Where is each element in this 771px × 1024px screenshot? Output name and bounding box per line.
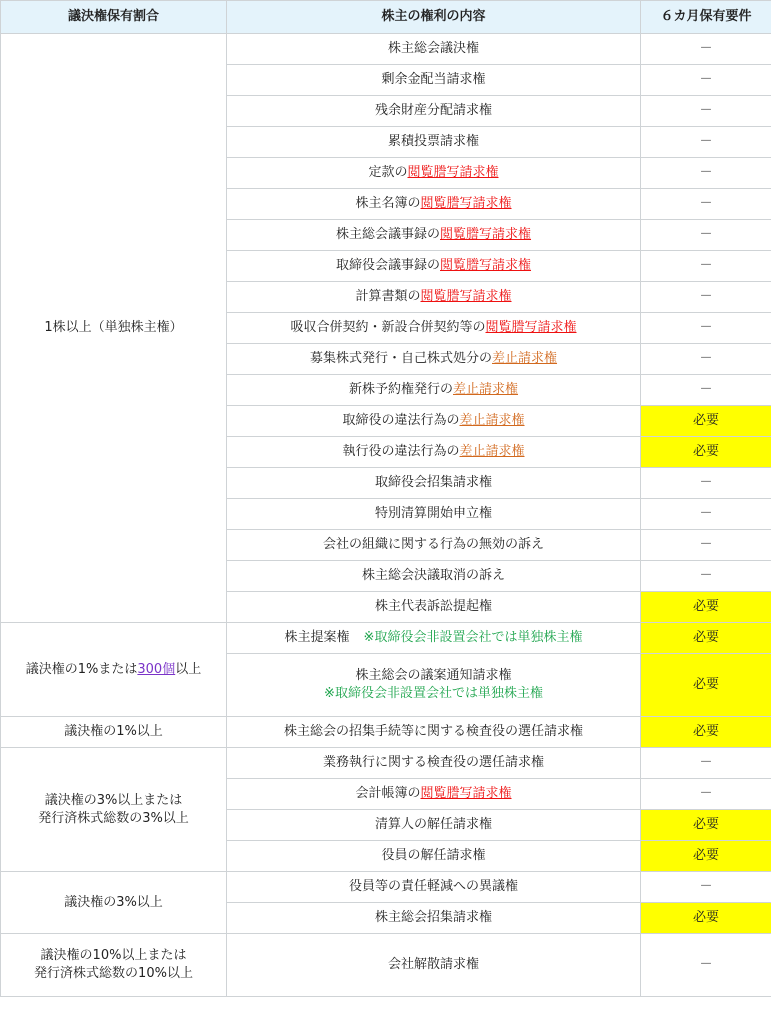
requirement-cell: － (641, 530, 771, 561)
right-content (227, 406, 641, 437)
table-row (1, 717, 771, 748)
right-content (227, 717, 641, 748)
table-row (1, 748, 771, 779)
ratio-text: 議決権の1%または (25, 661, 138, 677)
right-content (227, 468, 641, 499)
table-row (1, 623, 771, 654)
right-content (227, 903, 641, 934)
board-note: ※取締役会非設置会社では単独株主権 (324, 686, 543, 701)
requirement-cell-required: 必要 (641, 654, 771, 717)
requirement-cell: － (641, 251, 771, 282)
ratio-text: 議決権の3%以上または (44, 792, 183, 808)
requirement-cell: － (641, 96, 771, 127)
right-content (227, 748, 641, 779)
right-text: 会社解散請求権 (387, 957, 479, 972)
right-content (227, 841, 641, 872)
requirement-cell-required: 必要 (641, 437, 771, 468)
requirement-cell: － (641, 220, 771, 251)
inspection-right-link[interactable]: 閲覧謄写請求権 (407, 165, 499, 180)
right-text: 株主総会招集請求権 (374, 910, 492, 925)
right-content (227, 779, 641, 810)
right-content (227, 592, 641, 623)
requirement-cell-required: 必要 (641, 623, 771, 654)
ratio-text: 議決権の10%以上または (40, 948, 187, 963)
right-text: 株主総会議事録の (335, 227, 440, 242)
right-text: 新株予約権発行の (348, 382, 453, 397)
inspection-right-link[interactable]: 閲覧謄写請求権 (440, 258, 532, 273)
right-content (227, 872, 641, 903)
right-text: 取締役会議事録の (335, 258, 440, 273)
right-text: 業務執行に関する検査役の選任請求権 (322, 755, 544, 770)
right-content (227, 499, 641, 530)
requirement-cell-required: 必要 (641, 406, 771, 437)
right-content (227, 34, 641, 65)
ratio-single-share: 1株以上（単独株主権） (1, 34, 227, 623)
requirement-cell: － (641, 313, 771, 344)
requirement-cell-required: 必要 (641, 810, 771, 841)
requirement-cell: － (641, 499, 771, 530)
right-text: 会計帳簿の (355, 786, 421, 801)
right-text: 株主総会議決権 (387, 41, 479, 56)
requirement-cell: － (641, 127, 771, 158)
right-text: 役員等の責任軽減への異議権 (348, 879, 518, 894)
ratio-text: 発行済株式総数の10%以上 (34, 966, 193, 981)
right-text: 取締役の違法行為の (342, 413, 460, 428)
requirement-cell: － (641, 282, 771, 313)
inspection-right-link[interactable]: 閲覧謄写請求権 (420, 289, 512, 304)
requirement-cell: － (641, 872, 771, 903)
requirement-cell: － (641, 934, 771, 997)
right-content (227, 810, 641, 841)
inspection-right-link[interactable]: 閲覧謄写請求権 (485, 320, 577, 335)
inspection-right-link[interactable]: 閲覧謄写請求権 (420, 786, 512, 801)
requirement-cell: － (641, 561, 771, 592)
right-content (227, 623, 641, 654)
right-content (227, 561, 641, 592)
right-text: 株主総会の招集手続等に関する検査役の選任請求権 (283, 724, 583, 739)
ratio-3pct-or-issued (1, 748, 227, 872)
right-content (227, 375, 641, 406)
header-content: 株主の権利の内容 (227, 1, 641, 34)
injunction-right-link[interactable]: 差止請求権 (459, 444, 525, 459)
requirement-cell: － (641, 65, 771, 96)
right-text: 役員の解任請求権 (381, 848, 486, 863)
requirement-cell-required: 必要 (641, 717, 771, 748)
right-text: 株主総会の議案通知請求権 (355, 668, 512, 683)
requirement-cell: － (641, 468, 771, 499)
inspection-right-link[interactable]: 閲覧謄写請求権 (440, 227, 532, 242)
right-text: 残余財産分配請求権 (374, 103, 492, 118)
right-text: 清算人の解任請求権 (374, 817, 492, 832)
table-row (1, 934, 771, 997)
votes-300-link[interactable]: 300個 (137, 661, 176, 677)
right-text: 吸収合併契約・新設合併契約等の (290, 320, 486, 335)
right-text: 累積投票請求権 (387, 134, 479, 149)
ratio-10pct-or-issued (1, 934, 227, 997)
right-text: 株主代表訴訟提起権 (374, 599, 492, 614)
right-text: 取締役会招集請求権 (374, 475, 492, 490)
injunction-right-link[interactable]: 差止請求権 (459, 413, 525, 428)
requirement-cell: － (641, 748, 771, 779)
board-note: ※取締役会非設置会社では単独株主権 (363, 630, 583, 645)
right-content (227, 654, 641, 717)
right-text: 特別清算開始申立権 (374, 506, 492, 521)
right-content (227, 189, 641, 220)
right-content (227, 282, 641, 313)
requirement-cell-required: 必要 (641, 841, 771, 872)
requirement-cell: － (641, 344, 771, 375)
ratio-text: 以上 (175, 661, 202, 677)
right-content (227, 530, 641, 561)
ratio-3pct: 議決権の3%以上 (1, 872, 227, 934)
right-content (227, 96, 641, 127)
ratio-text: 発行済株式総数の3%以上 (38, 810, 189, 826)
requirement-cell: － (641, 34, 771, 65)
right-text: 株主名簿の (355, 196, 421, 211)
ratio-1pct-or-300 (1, 623, 227, 717)
requirement-cell-required: 必要 (641, 592, 771, 623)
requirement-cell-required: 必要 (641, 903, 771, 934)
requirement-cell: － (641, 189, 771, 220)
table-row (1, 872, 771, 903)
requirement-cell: － (641, 375, 771, 406)
right-text: 剰余金配当請求権 (381, 72, 486, 87)
right-content (227, 65, 641, 96)
requirement-cell: － (641, 779, 771, 810)
header-ratio: 議決権保有割合 (1, 1, 227, 34)
right-content (227, 437, 641, 468)
injunction-right-link[interactable]: 差止請求権 (453, 382, 519, 397)
right-text: 定款の (368, 165, 408, 180)
right-content (227, 313, 641, 344)
ratio-1pct: 議決権の1%以上 (1, 717, 227, 748)
right-text: 募集株式発行・自己株式処分の (309, 351, 492, 366)
right-text: 計算書類の (355, 289, 421, 304)
right-text: 株主提案権 (284, 630, 350, 645)
right-text: 執行役の違法行為の (342, 444, 460, 459)
right-content (227, 158, 641, 189)
injunction-right-link[interactable]: 差止請求権 (492, 351, 558, 366)
header-row (1, 1, 771, 34)
right-content (227, 344, 641, 375)
right-content (227, 220, 641, 251)
requirement-cell: － (641, 158, 771, 189)
right-content (227, 934, 641, 997)
right-content (227, 127, 641, 158)
header-requirement: ６カ月保有要件 (641, 1, 771, 34)
table-row (1, 34, 771, 65)
inspection-right-link[interactable]: 閲覧謄写請求権 (420, 196, 512, 211)
right-text: 株主総会決議取消の訴え (361, 568, 505, 583)
right-content (227, 251, 641, 282)
right-text: 会社の組織に関する行為の無効の訴え (322, 537, 544, 552)
